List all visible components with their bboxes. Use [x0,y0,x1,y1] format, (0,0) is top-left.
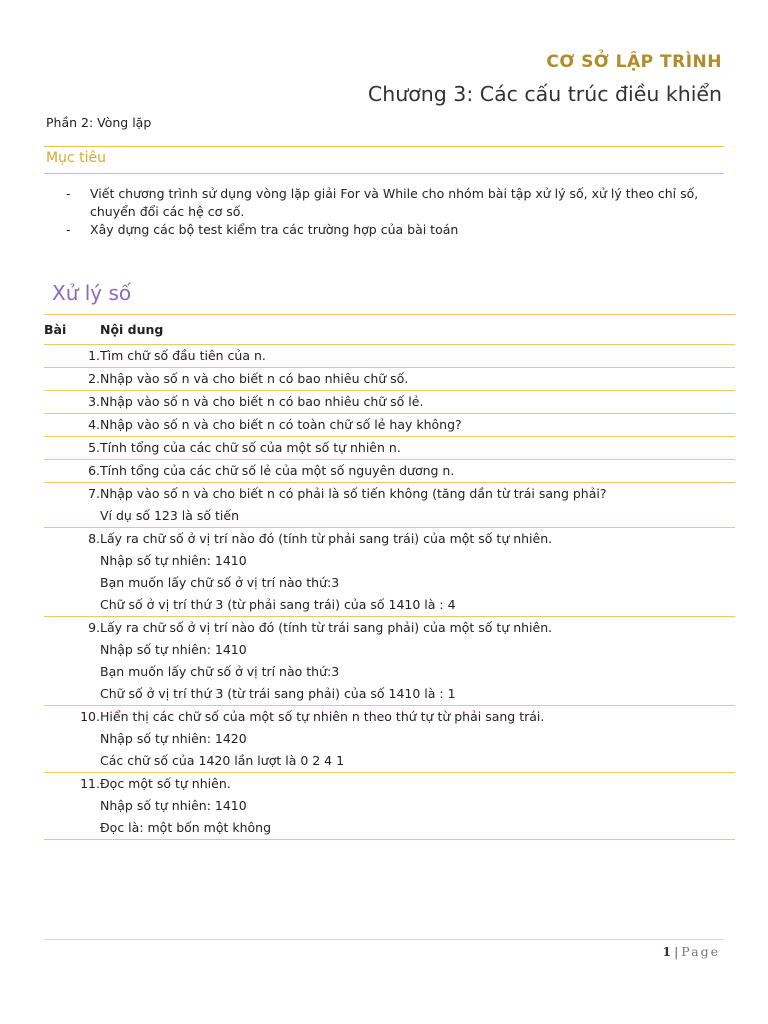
exercise-line: Tìm chữ số đầu tiên của n. [100,348,266,363]
exercise-content [100,528,735,617]
exercise-content [100,706,735,773]
footer-divider [44,939,724,940]
exercise-line: Bạn muốn lấy chữ số ở vị trí nào thứ:3 [100,664,340,679]
objective-heading-bar [44,146,724,174]
exercise-number: 7. [44,483,100,528]
exercise-content [100,483,735,528]
exercise-number: 6. [44,460,100,483]
exercise-number: 5. [44,437,100,460]
objective-item-text: Xây dựng các bộ test kiểm tra các trường hợp của bài toán [90,222,459,237]
objective-item [66,185,718,221]
exercise-line: Hiển thị các chữ số của một số tự nhiên n theo thứ tự từ phải sang trái. [100,709,545,724]
column-header-content: Nội dung [100,315,735,345]
table-row [44,414,735,437]
column-header-number: Bài [44,315,100,345]
objective-item [66,221,718,239]
page-number: 1 [662,944,672,959]
exercise-content [100,345,735,368]
exercise-line: Đọc là: một bốn một không [100,820,272,835]
exercise-content [100,391,735,414]
exercise-number: 10. [44,706,100,773]
exercise-number: 2. [44,368,100,391]
exercise-line: Chữ số ở vị trí thứ 3 (từ phải sang trái) của số 1410 là : 4 [100,597,456,612]
section-title: Xử lý số [52,281,132,305]
document-brand-title: CƠ SỞ LẬP TRÌNH [546,52,722,72]
objective-list [66,185,718,239]
exercise-line: Các chữ số của 1420 lần lượt là 0 2 4 1 [100,753,345,768]
footer-separator: | [674,944,679,959]
table-row [44,460,735,483]
table-row [44,345,735,368]
page-label: Page [681,944,720,959]
chapter-heading: Chương 3: Các cấu trúc điều khiển [367,82,722,106]
exercise-content [100,773,735,840]
bullet-dash: - [66,186,71,201]
objective-item-text: Viết chương trình sử dụng vòng lặp giải For và While cho nhóm bài tập xử lý số, xử lý theo chỉ số, chuyển đổi các hệ cơ số. [90,186,699,219]
exercise-line: Tính tổng của các chữ số lẻ của một số nguyên dương n. [100,463,455,478]
exercise-line: Nhập số tự nhiên: 1410 [100,798,247,813]
exercise-line: Chữ số ở vị trí thứ 3 (từ trái sang phải) của số 1410 là : 1 [100,686,456,701]
exercise-line: Nhập số tự nhiên: 1420 [100,731,247,746]
exercise-number: 8. [44,528,100,617]
exercise-number: 9. [44,617,100,706]
exercise-table [44,314,735,840]
exercise-number: 1. [44,345,100,368]
page-footer [662,944,720,959]
exercise-line: Đọc một số tự nhiên. [100,776,231,791]
exercise-line: Nhập vào số n và cho biết n có bao nhiêu chữ số lẻ. [100,394,424,409]
exercise-number: 3. [44,391,100,414]
table-row [44,617,735,706]
table-row [44,437,735,460]
exercise-line: Lấy ra chữ số ở vị trí nào đó (tính từ trái sang phải) của một số tự nhiên. [100,620,553,635]
bullet-dash: - [66,222,71,237]
exercise-content [100,368,735,391]
exercise-line: Nhập số tự nhiên: 1410 [100,553,247,568]
part-subheading: Phần 2: Vòng lặp [46,115,152,130]
exercise-number: 11. [44,773,100,840]
exercise-line: Nhập vào số n và cho biết n có toàn chữ số lẻ hay không? [100,417,462,432]
exercise-content [100,617,735,706]
table-row [44,706,735,773]
exercise-number: 4. [44,414,100,437]
objective-heading: Mục tiêu [46,150,106,166]
table-row [44,773,735,840]
exercise-content [100,460,735,483]
exercise-line: Lấy ra chữ số ở vị trí nào đó (tính từ phải sang trái) của một số tự nhiên. [100,531,553,546]
table-header-row [44,315,735,345]
table-row [44,483,735,528]
exercise-line: Bạn muốn lấy chữ số ở vị trí nào thứ:3 [100,575,340,590]
exercise-line: Nhập vào số n và cho biết n có phải là số tiến không (tăng dần từ trái sang phải? [100,486,607,501]
exercise-line: Nhập vào số n và cho biết n có bao nhiêu chữ số. [100,371,409,386]
table-row [44,528,735,617]
table-row [44,368,735,391]
exercise-content [100,414,735,437]
exercise-line: Nhập số tự nhiên: 1410 [100,642,247,657]
exercise-line: Ví dụ số 123 là số tiến [100,508,240,523]
exercise-content [100,437,735,460]
exercise-line: Tính tổng của các chữ số của một số tự nhiên n. [100,440,401,455]
table-row [44,391,735,414]
